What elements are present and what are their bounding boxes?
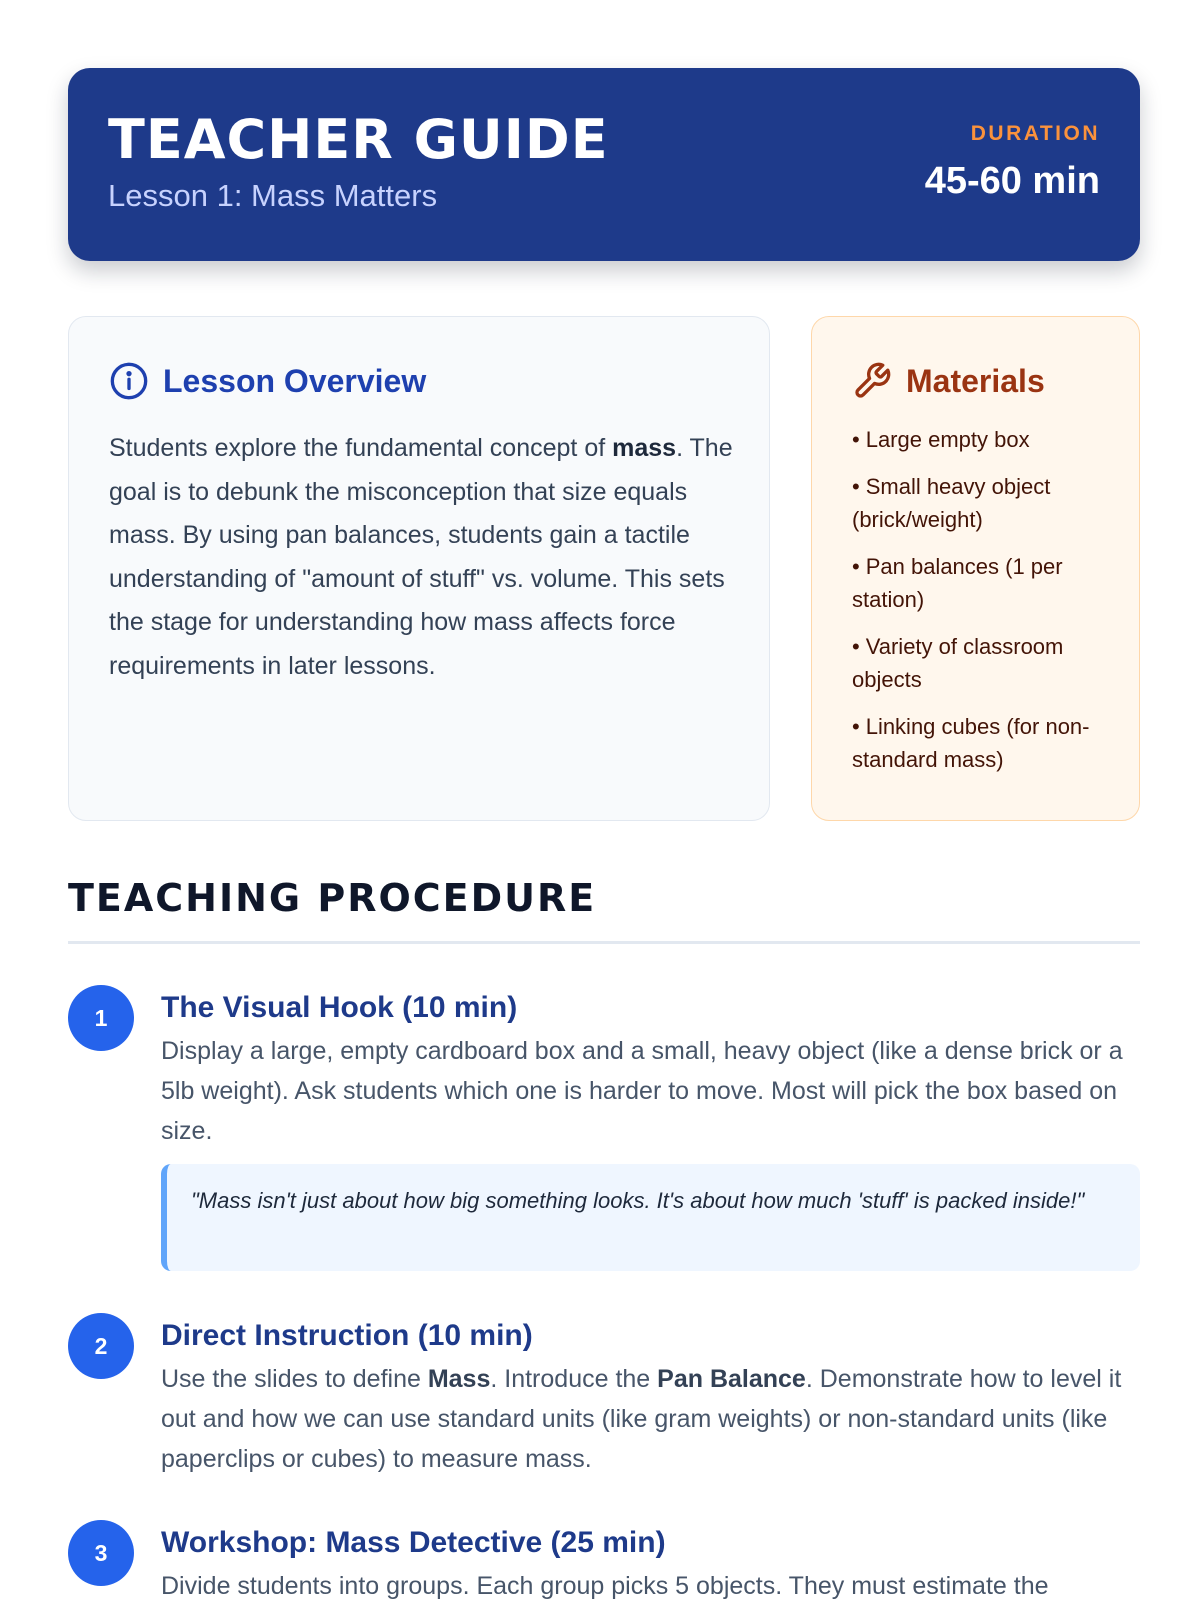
lesson-subtitle: Lesson 1: Mass Matters xyxy=(108,178,438,213)
procedure-step-1 xyxy=(68,985,1140,1275)
lesson-overview-header xyxy=(109,361,426,401)
lesson-overview-title: Lesson Overview xyxy=(163,362,427,399)
lesson-overview-text: Students explore the fundamental concept of mass. The goal is to debunk the misconception that size equals mass. By using pan balances, students gain a tactile understanding of "amount of stuff" vs. volume. This sets the stage for understanding how mass affects force requirements in later lessons. xyxy=(109,434,733,680)
wrench-icon xyxy=(852,361,892,401)
list-item: • Pan balances (1 per station) xyxy=(852,554,1063,612)
materials-list xyxy=(852,423,1122,790)
step-text: Divide students into groups. Each group picks 5 objects. They must estimate the xyxy=(161,1572,1049,1600)
step-number-badge: 1 xyxy=(68,985,134,1051)
procedure-step-2 xyxy=(68,1313,1140,1483)
info-icon xyxy=(109,361,149,401)
mass-term: Mass xyxy=(427,1365,491,1393)
materials-header xyxy=(852,361,1045,401)
pan-balance-term: Pan Balance xyxy=(657,1365,806,1393)
mass-term: mass xyxy=(612,434,677,462)
teacher-quote xyxy=(161,1164,1140,1271)
step-title: The Visual Hook (10 min) xyxy=(161,991,518,1024)
section-divider xyxy=(68,941,1140,944)
step-text: Display a large, empty cardboard box and a small, heavy object (like a dense brick or a 5lb weight). Ask students which one is harder to move. Most will pick the box based on size. xyxy=(161,1037,1123,1145)
header-banner xyxy=(68,68,1140,261)
list-item: • Large empty box xyxy=(852,427,1030,452)
lesson-overview-card xyxy=(68,316,770,821)
materials-title: Materials xyxy=(906,362,1045,399)
list-item: • Linking cubes (for non-standard mass) xyxy=(852,714,1090,772)
step-text: Use the slides to define Mass. Introduce the Pan Balance. Demonstrate how to level it out and how we can use standard units (like gram weights) or non-standard units (like paperclips or cubes) to measure mass. xyxy=(161,1365,1122,1473)
step-number-badge: 3 xyxy=(68,1520,134,1586)
step-title: Workshop: Mass Detective (25 min) xyxy=(161,1526,666,1559)
list-item: • Variety of classroom objects xyxy=(852,634,1064,692)
duration-value: 45-60 min xyxy=(924,160,1100,202)
step-number-badge: 2 xyxy=(68,1313,134,1379)
procedure-step-3 xyxy=(68,1520,1140,1600)
quote-text: "Mass isn't just about how big something looks. It's about how much 'stuff' is packed inside!" xyxy=(191,1188,1085,1213)
step-title: Direct Instruction (10 min) xyxy=(161,1319,533,1352)
page-title: TEACHER GUIDE xyxy=(108,108,609,171)
procedure-title: TEACHING PROCEDURE xyxy=(68,876,597,920)
materials-card xyxy=(811,316,1140,821)
list-item: • Small heavy object (brick/weight) xyxy=(852,474,1051,532)
duration-label: DURATION xyxy=(970,122,1100,145)
